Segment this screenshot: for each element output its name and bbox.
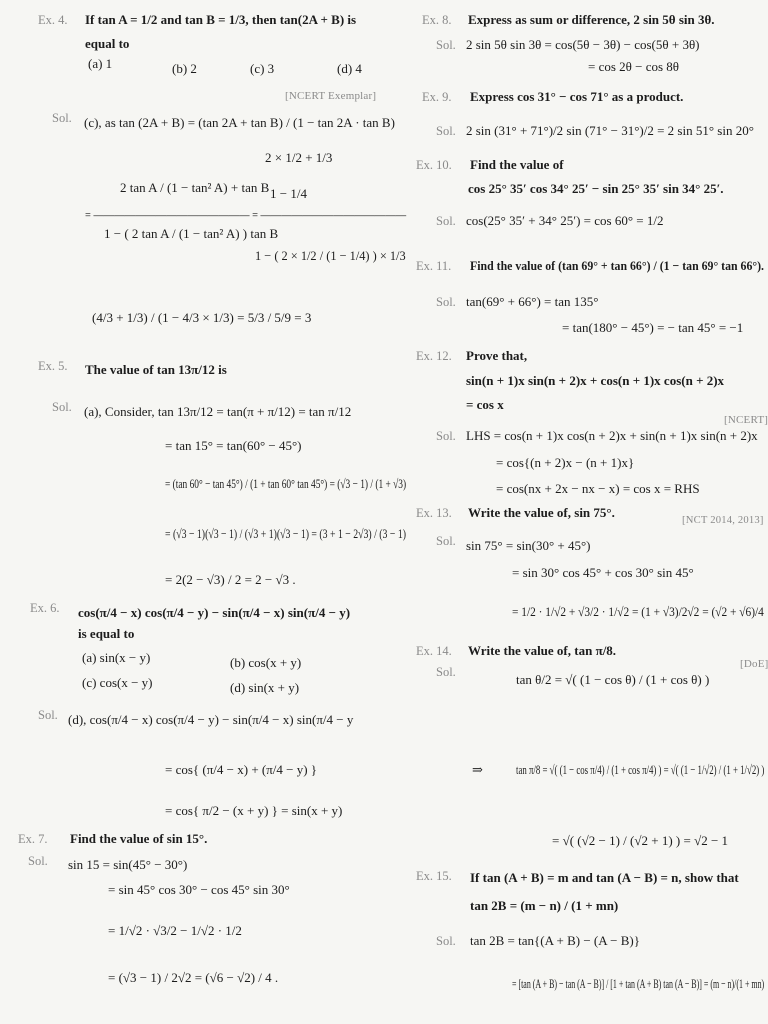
question-text: cos(π/4 − x) cos(π/4 − y) − sin(π/4 − x) sin(π/4 − y) [78,605,351,620]
example-label: Ex. 4. [38,13,68,27]
source-tag: [DoE] [740,658,768,670]
source-tag: [NCERT] [724,414,768,426]
source-tag: [NCT 2014, 2013] [682,514,764,526]
equation-line: 2 sin 5θ sin 3θ = cos(5θ − 3θ) − cos(5θ + 3θ) [466,37,700,52]
equation-line: tan(69° + 66°) = tan 135° [466,294,599,309]
option-text: (c) cos(x − y) [82,675,153,690]
question-text: Express cos 31° − cos 71° as a product. [470,89,684,104]
equation-line: 1 − ( 2 × 1/2 / (1 − 1/4) ) × 1/3 [255,248,406,263]
equation-line: tan π/8 = √( (1 − cos π/4) / (1 + cos π/4) ) = √( (1 − 1/√2) / (1 + 1/√2) ) [516,762,765,777]
equation-line: LHS = cos(n + 1)x cos(n + 2)x + sin(n + 1)x sin(n + 2)x [466,428,758,443]
question-text: Express as sum or difference, 2 sin 5θ sin 3θ. [468,12,715,27]
example-label: Ex. 14. [416,644,452,658]
equation-line: = 1/√2 · √3/2 − 1/√2 · 1/2 [108,923,242,938]
equation-line: 1 − 1/4 [270,186,307,201]
example-label: Ex. 6. [30,601,60,615]
example-label: Ex. 13. [416,506,452,520]
equation-line: = ——————————————— = —————————————— [85,207,407,222]
question-text: Find the value of sin 15°. [70,831,208,846]
solution-label: Sol. [436,934,456,948]
solution-label: Sol. [436,534,456,548]
question-text: If tan (A + B) = m and tan (A − B) = n, show that [470,870,739,885]
equation-line: sin 75° = sin(30° + 45°) [466,538,591,553]
equation-line: = (√3 − 1)(√3 − 1) / (√3 + 1)(√3 − 1) = (3 + 1 − 2√3) / (3 − 1) [165,526,407,541]
solution-label: Sol. [28,854,48,868]
solution-label: Sol. [38,708,58,722]
equation-line: = cos{ (π/4 − x) + (π/4 − y) } [165,762,318,777]
option-text: (b) 2 [172,61,197,76]
equation-line: = sin 45° cos 30° − cos 45° sin 30° [108,882,290,897]
equation-line: = cos(nx + 2x − nx − x) = cos x = RHS [496,481,700,496]
question-text: Write the value of, tan π/8. [468,643,617,658]
example-label: Ex. 8. [422,13,452,27]
equation-line: 1 − ( 2 tan A / (1 − tan² A) ) tan B [104,226,279,241]
equation-line: = [tan (A + B) − tan (A − B)] / [1 + tan (A + B) tan (A − B)] = (m − n)/(1 + mn) [512,976,765,991]
example-label: Ex. 15. [416,869,452,883]
question-text: Prove that, [466,348,528,363]
equation-line: = (√3 − 1) / 2√2 = (√6 − √2) / 4 . [108,970,279,985]
equation-line: sin 15 = sin(45° − 30°) [68,857,188,872]
question-text: Find the value of (tan 69° + tan 66°) / (1 − tan 69° tan 66°). [470,258,764,273]
example-label: Ex. 5. [38,359,68,373]
solution-label: Sol. [436,214,456,228]
option-text: (d) sin(x + y) [230,680,300,695]
example-label: Ex. 11. [416,259,452,273]
solution-label: Sol. [436,665,456,679]
solution-label: Sol. [52,111,72,125]
question-text: The value of tan 13π/12 is [85,362,227,377]
example-label: Ex. 10. [416,158,452,172]
question-text: equal to [85,36,130,51]
option-text: (a) sin(x − y) [82,650,151,665]
question-text: is equal to [78,626,135,641]
solution-label: Sol. [436,429,456,443]
question-text: If tan A = 1/2 and tan B = 1/3, then tan(2A + B) is [85,12,357,27]
option-text: (c) 3 [250,61,275,76]
equation-line: = 2(2 − √3) / 2 = 2 − √3 . [165,572,296,587]
equation-line: = tan(180° − 45°) = − tan 45° = −1 [562,320,744,335]
solution-label: Sol. [436,38,456,52]
equation-line: = cos 2θ − cos 8θ [588,59,680,74]
equation-line: = 1/2 · 1/√2 + √3/2 · 1/√2 = (1 + √3)/2√2 = (√2 + √6)/4 [512,604,764,619]
question-text: Find the value of [470,157,564,172]
equation-line: = sin 30° cos 45° + cos 30° sin 45° [512,565,694,580]
solution-label: Sol. [436,124,456,138]
equation-line: = cos{ π/2 − (x + y) } = sin(x + y) [165,803,343,818]
option-text: (b) cos(x + y) [230,655,302,670]
equation-line: (a), Consider, tan 13π/12 = tan(π + π/12) = tan π/12 [84,404,352,419]
example-label: Ex. 12. [416,349,452,363]
question-text: tan 2B = (m − n) / (1 + mn) [470,898,619,913]
option-text: (d) 4 [337,61,362,76]
equation-line: (c), as tan (2A + B) = (tan 2A + tan B) / (1 − tan 2A · tan B) [84,115,395,130]
solution-label: Sol. [52,400,72,414]
equation-line: 2 tan A / (1 − tan² A) + tan B [120,180,270,195]
example-label: Ex. 7. [18,832,48,846]
equation-line: (d), cos(π/4 − x) cos(π/4 − y) − sin(π/4 − x) sin(π/4 − y [68,712,354,727]
question-text: Write the value of, sin 75°. [468,505,615,520]
equation-line: ⇒ [472,762,483,777]
equation-line: 2 × 1/2 + 1/3 [265,150,333,165]
solution-label: Sol. [436,295,456,309]
equation-line: tan 2B = tan{(A + B) − (A − B)} [470,933,640,948]
equation-line: = √( (√2 − 1) / (√2 + 1) ) = √2 − 1 [552,833,729,848]
equation-line: tan θ/2 = √( (1 − cos θ) / (1 + cos θ) ) [516,672,710,687]
question-text: cos 25° 35′ cos 34° 25′ − sin 25° 35′ sin 34° 25′. [468,181,724,196]
source-tag: [NCERT Exemplar] [285,90,377,102]
question-text: = cos x [466,397,504,412]
equation-line: = cos{(n + 2)x − (n + 1)x} [496,455,635,470]
equation-line: cos(25° 35′ + 34° 25′) = cos 60° = 1/2 [466,213,664,228]
equation-line: (4/3 + 1/3) / (1 − 4/3 × 1/3) = 5/3 / 5/9 = 3 [92,310,312,325]
equation-line: = (tan 60° − tan 45°) / (1 + tan 60° tan 45°) = (√3 − 1) / (1 + √3) [165,476,407,491]
example-label: Ex. 9. [422,90,452,104]
equation-line: = tan 15° = tan(60° − 45°) [165,438,302,453]
option-text: (a) 1 [88,56,113,71]
equation-line: 2 sin (31° + 71°)/2 sin (71° − 31°)/2 = 2 sin 51° sin 20° [466,123,754,138]
question-text: sin(n + 1)x sin(n + 2)x + cos(n + 1)x cos(n + 2)x [466,373,725,388]
